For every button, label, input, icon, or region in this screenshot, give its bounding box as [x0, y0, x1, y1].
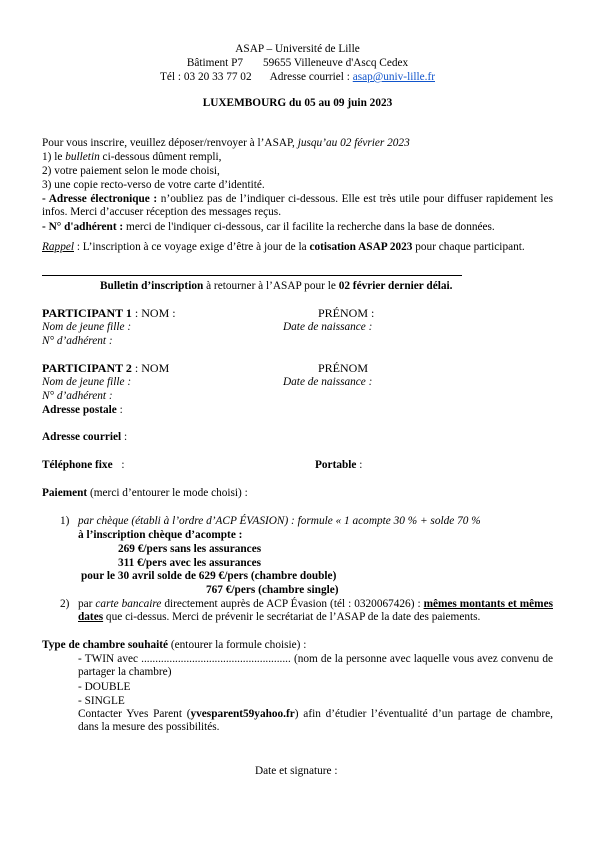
participant1-label: PARTICIPANT 1: [42, 306, 132, 320]
room-heading: [42, 639, 306, 652]
phone-colon: :: [118, 459, 125, 471]
separator-line: [42, 275, 462, 276]
opt2-a: par: [78, 598, 96, 610]
intro-rappel: [42, 241, 553, 254]
intro-item1-b: bulletin: [65, 151, 100, 163]
participant2-prenom: PRÉNOM: [318, 361, 369, 375]
payment-opt2-num: 2): [60, 598, 70, 610]
bulletin-heading: [100, 280, 452, 293]
room-note: (entourer la formule choisie) :: [168, 639, 307, 651]
payment-label: Paiement: [42, 487, 88, 499]
intro-member-label: - N° d'adhérent :: [42, 221, 124, 233]
contact-email: yvesparent59yahoo.fr: [190, 708, 295, 720]
postal-address-label: Adresse postale: [42, 404, 117, 416]
rappel-label: Rappel: [42, 241, 74, 253]
bulletin-deadline: 02 février dernier délai.: [338, 280, 453, 292]
intro-line1: [42, 137, 410, 150]
room-double: - DOUBLE: [78, 681, 131, 693]
header-email-link[interactable]: asap@univ-lille.fr: [352, 71, 435, 83]
participant1-naissance: Date de naissance :: [283, 321, 373, 333]
intro-email-note: [42, 193, 553, 219]
intro-item1-c: ci-dessous dûment rempli,: [99, 151, 222, 163]
payment-opt1-sub: à l’inscription chèque d’acompte :: [78, 529, 243, 541]
room-label: Type de chambre souhaité: [42, 639, 169, 651]
room-single: - SINGLE: [78, 695, 125, 707]
intro-line1-text: Pour vous inscrire, veuillez déposer/renvoyer à l’ASAP,: [42, 137, 298, 149]
phone-field: [42, 459, 125, 472]
header-contact: [0, 71, 595, 84]
rappel-text-a: : L’inscription à ce voyage exige d’être à jour de la: [74, 241, 310, 253]
participant2-jeune-fille: Nom de jeune fille :: [42, 376, 132, 388]
participant2-naissance: Date de naissance :: [283, 376, 373, 388]
mobile-colon: :: [356, 459, 363, 471]
contact-a: Contacter Yves Parent (: [78, 708, 191, 720]
payment-heading: [42, 487, 248, 500]
intro-email-label: - Adresse électronique :: [42, 193, 158, 205]
opt2-card: carte bancaire: [95, 598, 162, 610]
participant1-name-row: [42, 307, 176, 320]
payment-single: 767 €/pers (chambre single): [206, 584, 339, 596]
opt2-e: que ci-dessus. Merci de prévenir le secrétariat de l’ASAP de la date des paiements.: [103, 611, 481, 623]
participant2-name-row: [42, 362, 169, 375]
postal-address-field: [42, 404, 123, 417]
payment-solde: pour le 30 avril solde de 629 €/pers (chambre double): [81, 570, 337, 582]
header-building: Bâtiment P7: [186, 57, 243, 69]
mobile-label: Portable: [315, 459, 357, 471]
intro-item1: [42, 151, 221, 164]
header-org: ASAP – Université de Lille: [235, 43, 360, 55]
email-address-colon: :: [121, 431, 128, 443]
participant2-nom: : NOM: [131, 361, 170, 375]
payment-amount-sans: 269 €/pers sans les assurances: [118, 543, 262, 555]
intro-member-text: merci de l'indiquer ci-dessous, car il facilite la recherche dans la base de données.: [123, 221, 495, 233]
payment-opt2-text: [78, 598, 553, 624]
participant2-adherent: N° d’adhérent :: [42, 390, 113, 402]
intro-member-note: [42, 221, 495, 234]
payment-opt1-text: par chèque (établi à l’ordre d’ACP ÉVASION) : formule « 1 acompte 30 % + solde 70 %: [78, 515, 481, 527]
payment-note: (merci d’entourer le mode choisi) :: [87, 487, 248, 499]
payment-amount-avec: 311 €/pers avec les assurances: [118, 557, 262, 569]
bulletin-title: Bulletin d’inscription: [100, 280, 204, 292]
doc-title: LUXEMBOURG du 05 au 09 juin 2023: [202, 97, 393, 109]
header-address: [0, 57, 595, 70]
signature-label: Date et signature :: [255, 765, 338, 777]
email-address-field: [42, 431, 127, 444]
phone-label: Téléphone fixe: [42, 459, 113, 471]
rappel-cotisation: cotisation ASAP 2023: [309, 241, 413, 253]
contact-c: ) afin d’étudier l’éventualité d’un partage de chambre, dans la mesure des possibilités.: [78, 708, 553, 733]
intro-item3: 3) une copie recto-verso de votre carte d’identité.: [42, 179, 265, 191]
header-city: 59655 Villeneuve d'Ascq Cedex: [263, 57, 409, 69]
mobile-field: [315, 459, 362, 472]
email-address-label: Adresse courriel: [42, 431, 122, 443]
rappel-text-c: pour chaque participant.: [412, 241, 525, 253]
bulletin-text: à retourner à l’ASAP pour le: [203, 280, 339, 292]
intro-item2: 2) votre paiement selon le mode choisi,: [42, 165, 220, 177]
postal-address-colon: :: [116, 404, 123, 416]
header-email-label: Adresse courriel :: [269, 71, 350, 83]
payment-opt1-num: 1): [60, 515, 70, 527]
opt2-same-amounts: mêmes montants et mêmes dates: [78, 598, 553, 623]
opt2-c: directement auprès de ACP Évasion (tél : 0320067426) :: [161, 598, 424, 610]
room-contact: [78, 708, 553, 734]
participant2-label: PARTICIPANT 2: [42, 361, 132, 375]
participant1-adherent: N° d’adhérent :: [42, 335, 113, 347]
intro-deadline: jusqu’au 02 février 2023: [297, 137, 410, 149]
room-twin: - TWIN avec ..................................................... (nom de la personne avec laquelle vous avez convenu de partager la chambre): [78, 653, 553, 678]
header-phone: Tél : 03 20 33 77 02: [159, 71, 252, 83]
intro-email-text: n’oubliez pas de l’indiquer ci-dessous. Elle est très utile pour diffuser rapidement les infos. Merci d’accuser réception des messages reçus.: [42, 193, 553, 218]
participant1-jeune-fille: Nom de jeune fille :: [42, 321, 132, 333]
participant1-nom: : NOM :: [131, 306, 176, 320]
intro-item1-a: 1) le: [42, 151, 66, 163]
participant1-prenom: PRÉNOM :: [318, 306, 375, 320]
